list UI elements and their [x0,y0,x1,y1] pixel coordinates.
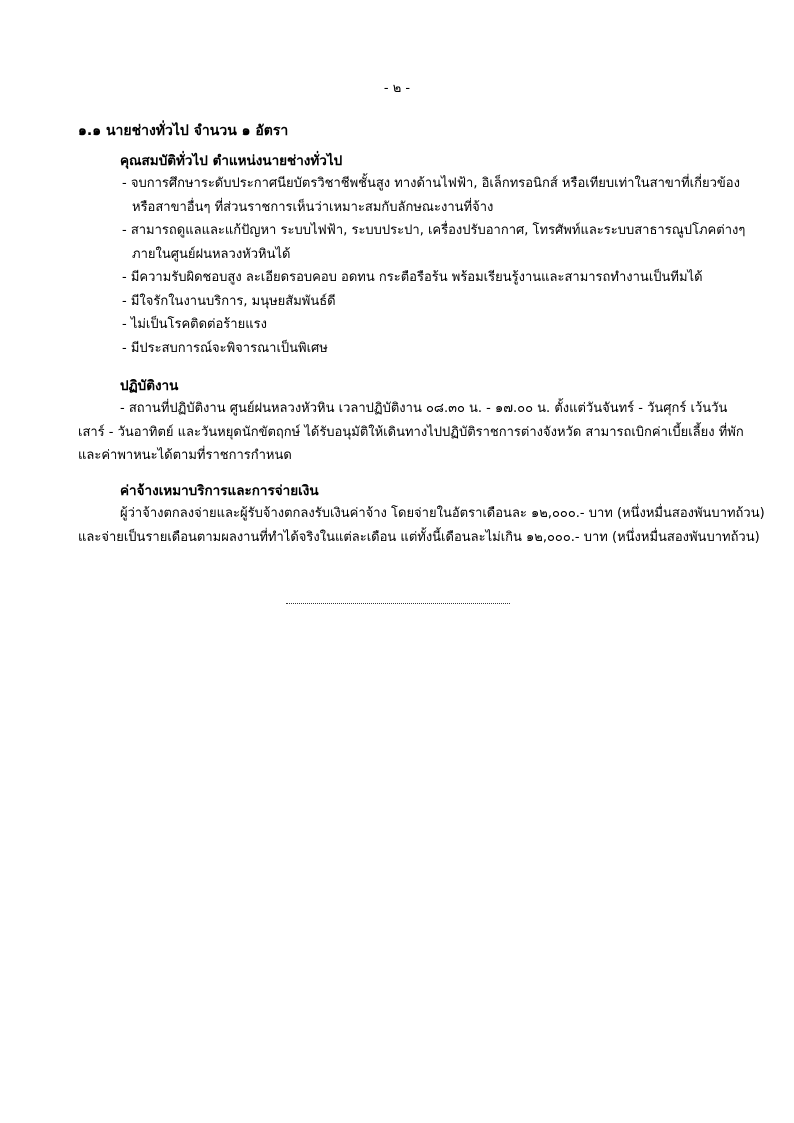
list-item [122,172,740,219]
list-item-text: - สามารถดูแลและแก้ปัญหา ระบบไฟฟ้า, ระบบประปา, เครื่องปรับอากาศ, โทรศัพท์และระบบสาธารณูปโภคต่างๆ [122,223,746,238]
list-item-continuation: หรือสาขาอื่นๆ ที่ส่วนราชการเห็นว่าเหมาะสมกับลักษณะงานที่จ้าง [132,199,494,215]
list-item-text: - มีประสบการณ์จะพิจารณาเป็นพิเศษ [122,340,328,356]
list-item-continuation: ภายในศูนย์ฝนหลวงหัวหินได้ [132,246,291,262]
list-item [122,266,728,290]
position-heading: ๑.๑ นายช่างทั่วไป จำนวน ๑ อัตรา [78,123,289,139]
work-line-3: และค่าพาหนะได้ตามที่ราชการกำหนด [78,448,292,463]
list-item [122,219,746,266]
dotted-end-line [286,593,510,604]
payment-section [78,480,765,549]
list-item-text: - ไม่เป็นโรคติดต่อร้ายแรง [122,317,267,332]
work-line-2: เสาร์ - วันอาทิตย์ และวันหยุดนักขัตฤกษ์ ได้รับอนุมัติให้เดินทางไปปฏิบัติราชการต่างจังหวัด สามารถเบิกค่าเบี้ยเลี้ยง ที่พัก [78,424,744,440]
work-paragraph [78,397,744,468]
list-item-text: - จบการศึกษาระดับประกาศนียบัตรวิชาชีพชั้นสูง ทางด้านไฟฟ้า, อิเล็กทรอนิกส์ หรือเทียบเท่าในสาขาที่เกี่ยวข้อง [122,176,740,191]
payment-line-1: ผู้ว่าจ้างตกลงจ่ายและผู้รับจ้างตกลงรับเงินค่าจ้าง โดยจ่ายในอัตราเดือนละ ๑๒,๐๐๐.- บาท (หนึ่งหมื่นสองพันบาทถ้วน) [120,506,765,521]
page-number: - ๒ - [383,81,411,96]
list-item [122,290,728,314]
qualifications-title: คุณสมบัติทั่วไป ตำแหน่งนายช่างทั่วไป [120,153,343,169]
work-section [78,375,744,468]
list-item-text: - มีใจรักในงานบริการ, มนุษยสัมพันธ์ดี [122,293,336,309]
work-title: ปฏิบัติงาน [120,378,179,394]
payment-paragraph [78,502,765,549]
qualifications-list [78,172,746,360]
qualifications-section [78,150,746,360]
work-line-1: - สถานที่ปฏิบัติงาน ศูนย์ฝนหลวงหัวหิน เวลาปฏิบัติงาน ๐๘.๓๐ น. - ๑๗.๐๐ น. ตั้งแต่วันจันทร์ - วันศุกร์ เว้นวัน [120,401,728,416]
payment-line-2: และจ่ายเป็นรายเดือนตามผลงานที่ทำได้จริงในแต่ละเดือน แต่ทั้งนี้เดือนละไม่เกิน ๑๒,๐๐๐.- บาท (หนึ่งหมื่นสองพันบาทถ้วน) [78,529,760,545]
list-item-text: - มีความรับผิดชอบสูง ละเอียดรอบคอบ อดทน กระตือรือร้น พร้อมเรียนรู้งานและสามารถทำงานเป็นทีมได้ [122,270,703,285]
list-item [122,337,728,361]
list-item [122,313,728,337]
payment-title: ค่าจ้างเหมาบริการและการจ่ายเงิน [120,483,319,499]
